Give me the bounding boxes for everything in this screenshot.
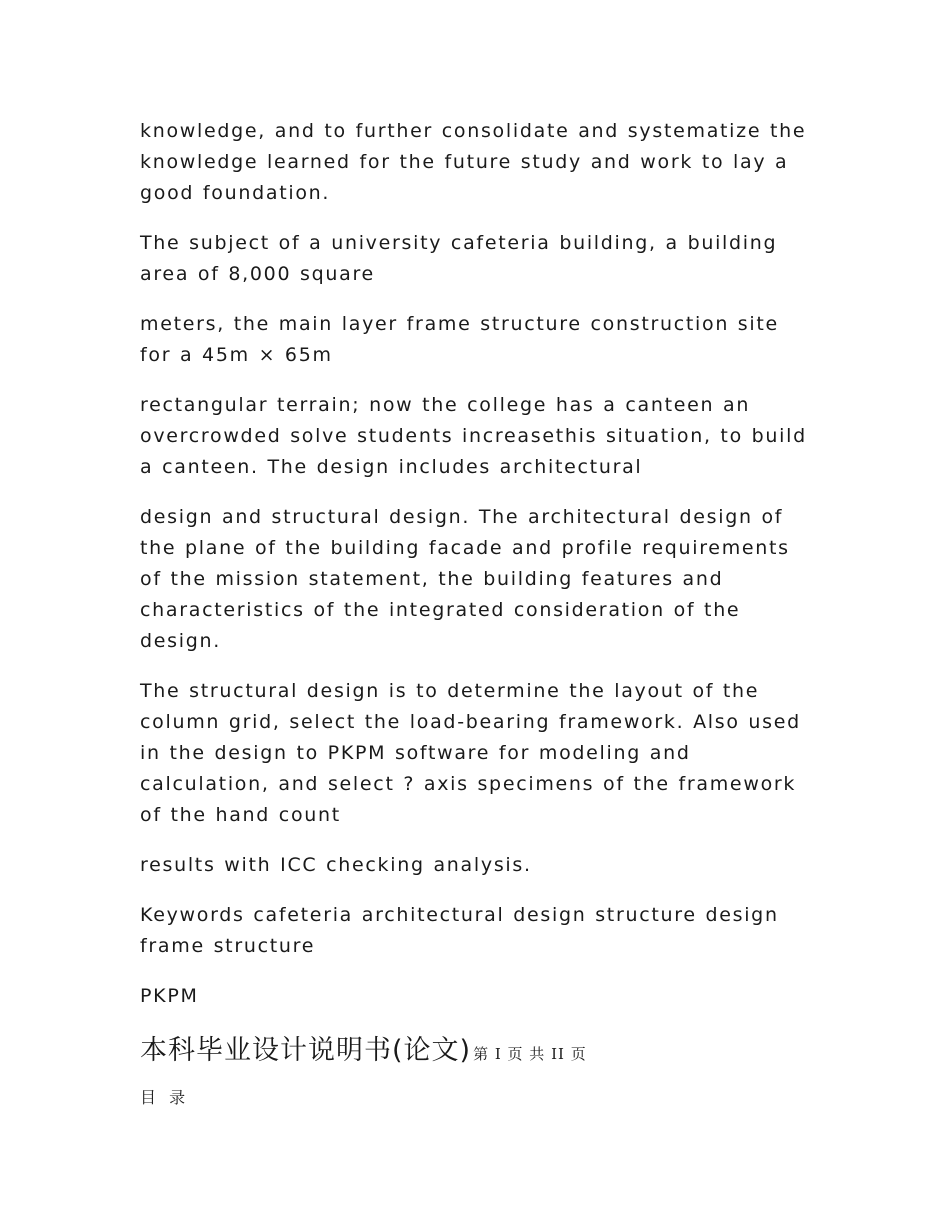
paragraph-site: meters, the main layer frame structure construction site for a 45m × 65m xyxy=(140,313,779,366)
thesis-header xyxy=(140,1031,815,1074)
paragraph-structural: The structural design is to determine the layout of the column grid, select the load-bearing framework. Also used in the design to PKPM software for modeling and calculation, and select ? axis specimens of the framework of the hand count xyxy=(140,680,801,826)
paragraph-knowledge: knowledge, and to further consolidate and systematize the knowledge learned for the future study and work to lay a good foundation. xyxy=(140,120,807,204)
paragraph-design: design and structural design. The architectural design of the plane of the building facade and profile requirements of the mission statement, the building features and characteristics of the integrated consideration of the design. xyxy=(140,506,790,652)
thesis-title: 本科毕业设计说明书(论文) xyxy=(140,1035,472,1066)
paragraph-results: results with ICC checking analysis. xyxy=(140,854,532,876)
paragraph-pkpm: PKPM xyxy=(140,985,199,1007)
page-indicator: 第 I 页 共 II 页 xyxy=(473,1045,587,1063)
document-page xyxy=(140,116,815,1110)
paragraph-keywords: Keywords cafeteria architectural design structure design frame structure xyxy=(140,904,779,957)
toc-heading: 目 录 xyxy=(140,1088,190,1107)
paragraph-subject: The subject of a university cafeteria building, a building area of 8,000 square xyxy=(140,232,778,285)
paragraph-terrain: rectangular terrain; now the college has a canteen an overcrowded solve students increasethis situation, to build a canteen. The design includes architectural xyxy=(140,394,807,478)
